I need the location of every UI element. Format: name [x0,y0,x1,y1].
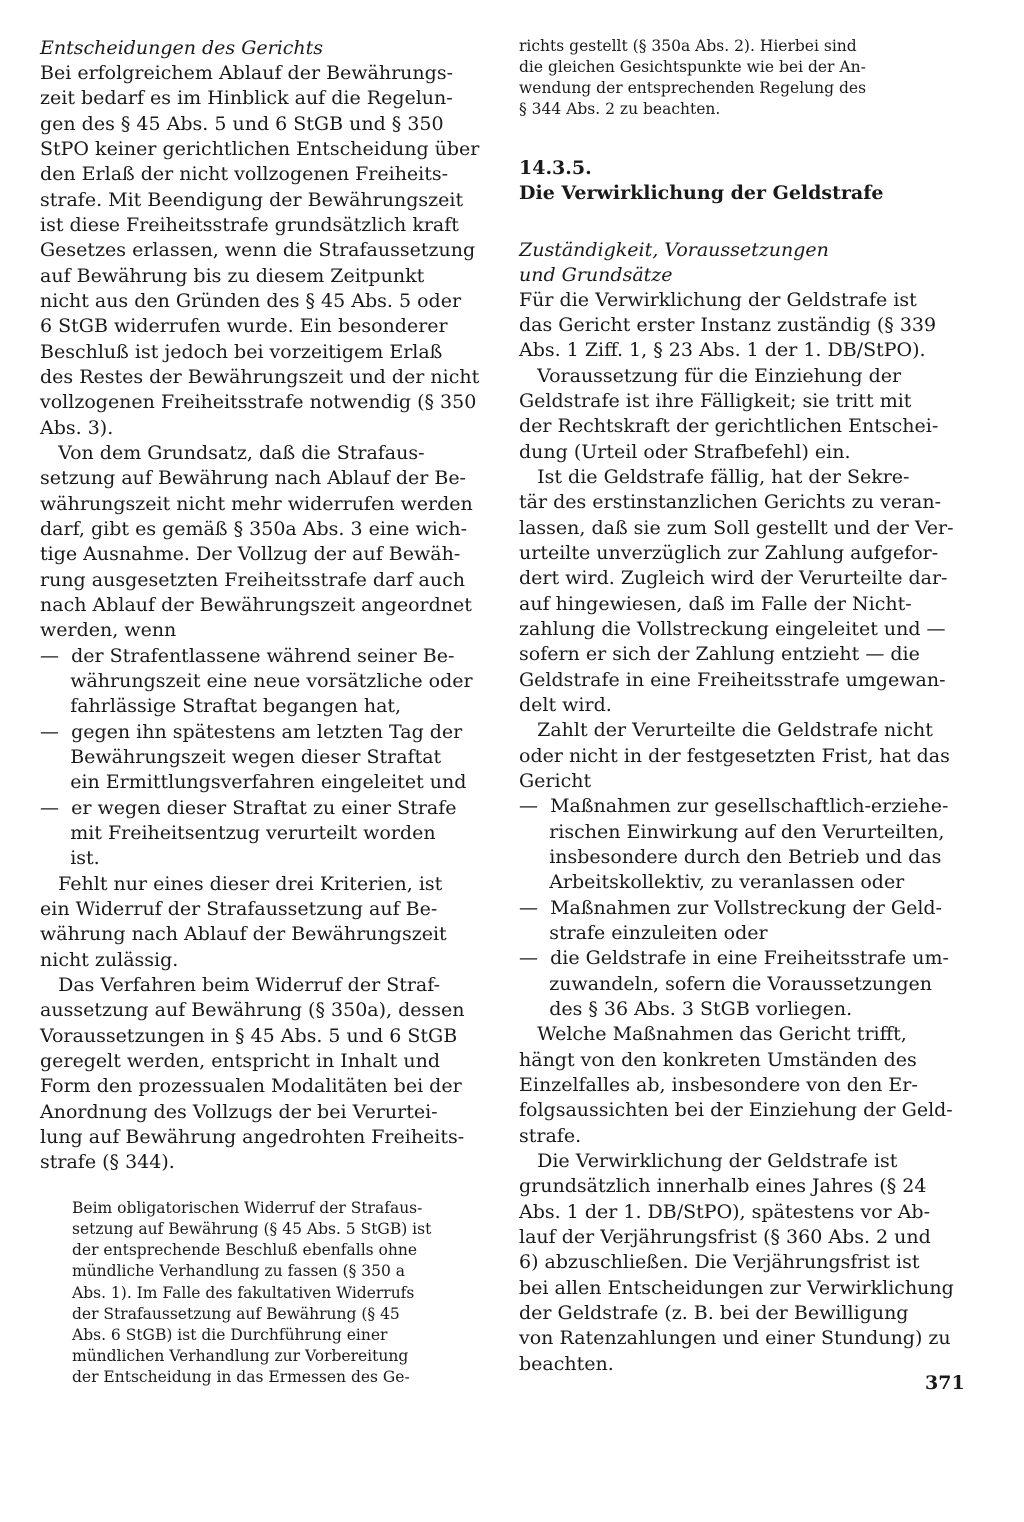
note-line: der entsprechende Beschluß ebenfalls ohne [72,1241,418,1259]
list-item-continuation: insbesondere durch den Betrieb und das [519,846,942,868]
list-item-continuation: ist. [40,847,100,869]
text-line: nicht zulässig. [40,949,179,971]
text-line: zahlung die Vollstreckung eingeleitet und — [519,618,946,640]
text-line: Form den prozessualen Modalitäten bei der [40,1075,462,1097]
text-line: Voraussetzungen in § 45 Abs. 5 und 6 StGB [40,1025,458,1047]
text-line: Von dem Grundsatz, daß die Strafaus- [40,442,425,464]
text-line: den Erlaß der nicht vollzogenen Freiheits- [40,163,449,185]
text-line: des Restes der Bewährungszeit und der nicht [40,366,480,388]
text-line: folgsaussichten bei der Einziehung der Geld- [519,1099,953,1121]
text-line: darf, gibt es gemäß § 350a Abs. 3 eine wich- [40,518,468,540]
text-line: Für die Verwirklichung der Geldstrafe ist [519,289,917,311]
list-item: — der Strafentlassene während seiner Be- [40,645,455,667]
text-line: lassen, daß sie zum Soll gestellt und der Ver- [519,517,954,539]
note-line: richts gestellt (§ 350a Abs. 2). Hierbei sind [519,37,857,55]
text-line: Beschluß ist jedoch bei vorzeitigem Erlaß [40,341,443,363]
text-line: lauf der Verjährungsfrist (§ 360 Abs. 2 und [519,1226,931,1248]
page-number: 371 [925,1372,965,1394]
note-line: der Entscheidung in das Ermessen des Ge- [72,1368,410,1386]
note-line: die gleichen Gesichtspunkte wie bei der An- [519,58,866,76]
text-line: nicht aus den Gründen des § 45 Abs. 5 oder [40,290,462,312]
note-line: der Strafaussetzung auf Bewährung (§ 45 [72,1305,400,1323]
text-line: Einzelfalles ab, insbesondere von den Er- [519,1074,918,1096]
subheading-line: Zuständigkeit, Voraussetzungen [519,239,829,261]
text-line: 6 StGB widerrufen wurde. Ein besonderer [40,315,448,337]
text-line: sofern er sich der Zahlung entzieht — die [519,643,920,665]
text-line: Geldstrafe in eine Freiheitsstrafe umgewan- [519,669,946,691]
list-item-continuation: zuwandeln, sofern die Voraussetzungen [519,973,932,995]
text-line: strafe. Mit Beendigung der Bewährungszeit [40,189,464,211]
note-line: wendung der entsprechenden Regelung des [519,79,867,97]
text-line: geregelt werden, entspricht in Inhalt und [40,1050,440,1072]
text-line: 6) abzuschließen. Die Verjährungsfrist ist [519,1251,920,1273]
text-line: Abs. 1 Ziff. 1, § 23 Abs. 1 der 1. DB/StPO). [519,339,926,361]
text-line: Voraussetzung für die Einziehung der [519,365,902,387]
text-line: zeit bedarf es im Hinblick auf die Regelun- [40,87,453,109]
note-line: Abs. 1). Im Falle des fakultativen Widerrufs [72,1284,415,1302]
section-number: 14.3.5. [519,157,592,179]
section-title: Die Verwirklichung der Geldstrafe [519,182,884,204]
note-line: Beim obligatorischen Widerruf der Strafaus- [72,1199,423,1217]
note-line: setzung auf Bewährung (§ 45 Abs. 5 StGB) ist [72,1220,432,1238]
list-item: — er wegen dieser Straftat zu einer Strafe [40,797,457,819]
text-line: Anordnung des Vollzugs der bei Verurtei- [40,1101,438,1123]
subheading-line: und Grundsätze [519,264,673,286]
text-line: strafe (§ 344). [40,1151,175,1173]
note-line: § 344 Abs. 2 zu beachten. [519,100,721,118]
text-line: urteilte unverzüglich zur Zahlung aufgefor- [519,542,939,564]
text-line: Welche Maßnahmen das Gericht trifft, [519,1023,907,1045]
list-item: — Maßnahmen zur gesellschaftlich-erziehe- [519,795,949,817]
text-line: auf hingewiesen, daß im Falle der Nicht- [519,593,912,615]
text-line: gen des § 45 Abs. 5 und 6 StGB und § 350 [40,113,444,135]
text-line: währung nach Ablauf der Bewährungszeit [40,923,447,945]
text-line: strafe. [519,1125,582,1147]
text-line: Die Verwirklichung der Geldstrafe ist [519,1150,898,1172]
list-item-continuation: mit Freiheitsentzug verurteilt worden [40,822,436,844]
text-line: bei allen Entscheidungen zur Verwirklichung [519,1277,954,1299]
text-line: Zahlt der Verurteilte die Geldstrafe nicht [519,719,933,741]
note-line: Abs. 6 StGB) ist die Durchführung einer [72,1326,388,1344]
list-item: — gegen ihn spätestens am letzten Tag der [40,721,463,743]
note-line: mündlichen Verhandlung zur Vorbereitung [72,1347,409,1365]
text-line: dung (Urteil oder Strafbefehl) ein. [519,441,851,463]
text-line: tige Ausnahme. Der Vollzug der auf Bewäh- [40,543,461,565]
list-item-continuation: strafe einzuleiten oder [519,922,768,944]
text-line: tär des erstinstanzlichen Gerichts zu veran- [519,491,942,513]
text-line: von Ratenzahlungen und einer Stundung) zu [519,1327,951,1349]
text-line: Abs. 1 der 1. DB/StPO), spätestens vor Ab- [519,1201,931,1223]
text-line: dert wird. Zugleich wird der Verurteilte dar- [519,567,948,589]
text-line: Geldstrafe ist ihre Fälligkeit; sie tritt mit [519,390,912,412]
text-line: vollzogenen Freiheitsstrafe notwendig (§ 350 [40,391,477,413]
text-line: Ist die Geldstrafe fällig, hat der Sekre- [519,466,910,488]
text-line: grundsätzlich innerhalb eines Jahres (§ 24 [519,1175,927,1197]
text-line: nach Ablauf der Bewährungszeit angeordnet [40,594,472,616]
text-line: Gesetzes erlassen, wenn die Strafaussetzung [40,239,476,261]
text-line: aussetzung auf Bewährung (§ 350a), dessen [40,999,465,1021]
text-line: Gericht [519,770,592,792]
text-line: der Rechtskraft der gerichtlichen Entschei- [519,415,939,437]
text-line: Abs. 3). [40,417,114,439]
text-line: ein Widerruf der Strafaussetzung auf Be- [40,898,438,920]
text-line: der Geldstrafe (z. B. bei der Bewilligung [519,1302,909,1324]
text-line: das Gericht erster Instanz zuständig (§ 339 [519,314,937,336]
text-line: Fehlt nur eines dieser drei Kriterien, ist [40,873,443,895]
text-line: Bei erfolgreichem Ablauf der Bewährungs- [40,62,453,84]
list-item: — die Geldstrafe in eine Freiheitsstrafe um- [519,947,949,969]
text-line: StPO keiner gerichtlichen Entscheidung über [40,138,480,160]
text-line: lung auf Bewährung angedrohten Freiheits- [40,1126,465,1148]
text-line: ist diese Freiheitsstrafe grundsätzlich kraft [40,214,459,236]
text-line: delt wird. [519,694,612,716]
note-line: mündliche Verhandlung zu fassen (§ 350 a [72,1262,406,1280]
list-item: — Maßnahmen zur Vollstreckung der Geld- [519,897,942,919]
list-item-continuation: Arbeitskollektiv, zu veranlassen oder [519,871,905,893]
list-item-continuation: fahrlässige Straftat begangen hat, [40,695,402,717]
text-line: oder nicht in der festgesetzten Frist, hat das [519,745,950,767]
text-line: rung ausgesetzten Freiheitsstrafe darf auch [40,569,466,591]
list-item-continuation: rischen Einwirkung auf den Verurteilten, [519,821,945,843]
subheading-entscheidungen: Entscheidungen des Gerichts [40,37,324,59]
list-item-continuation: des § 36 Abs. 3 StGB vorliegen. [519,998,853,1020]
text-line: auf Bewährung bis zu diesem Zeitpunkt [40,265,425,287]
text-line: werden, wenn [40,619,177,641]
text-line: währungszeit nicht mehr widerrufen werden [40,493,473,515]
list-item-continuation: währungszeit eine neue vorsätzliche oder [40,670,473,692]
list-item-continuation: Bewährungszeit wegen dieser Straftat [40,746,442,768]
text-line: beachten. [519,1353,614,1375]
text-line: Das Verfahren beim Widerruf der Straf- [40,974,441,996]
text-line: setzung auf Bewährung nach Ablauf der Be- [40,467,466,489]
text-line: hängt von den konkreten Umständen des [519,1049,917,1071]
list-item-continuation: ein Ermittlungsverfahren eingeleitet und [40,771,467,793]
